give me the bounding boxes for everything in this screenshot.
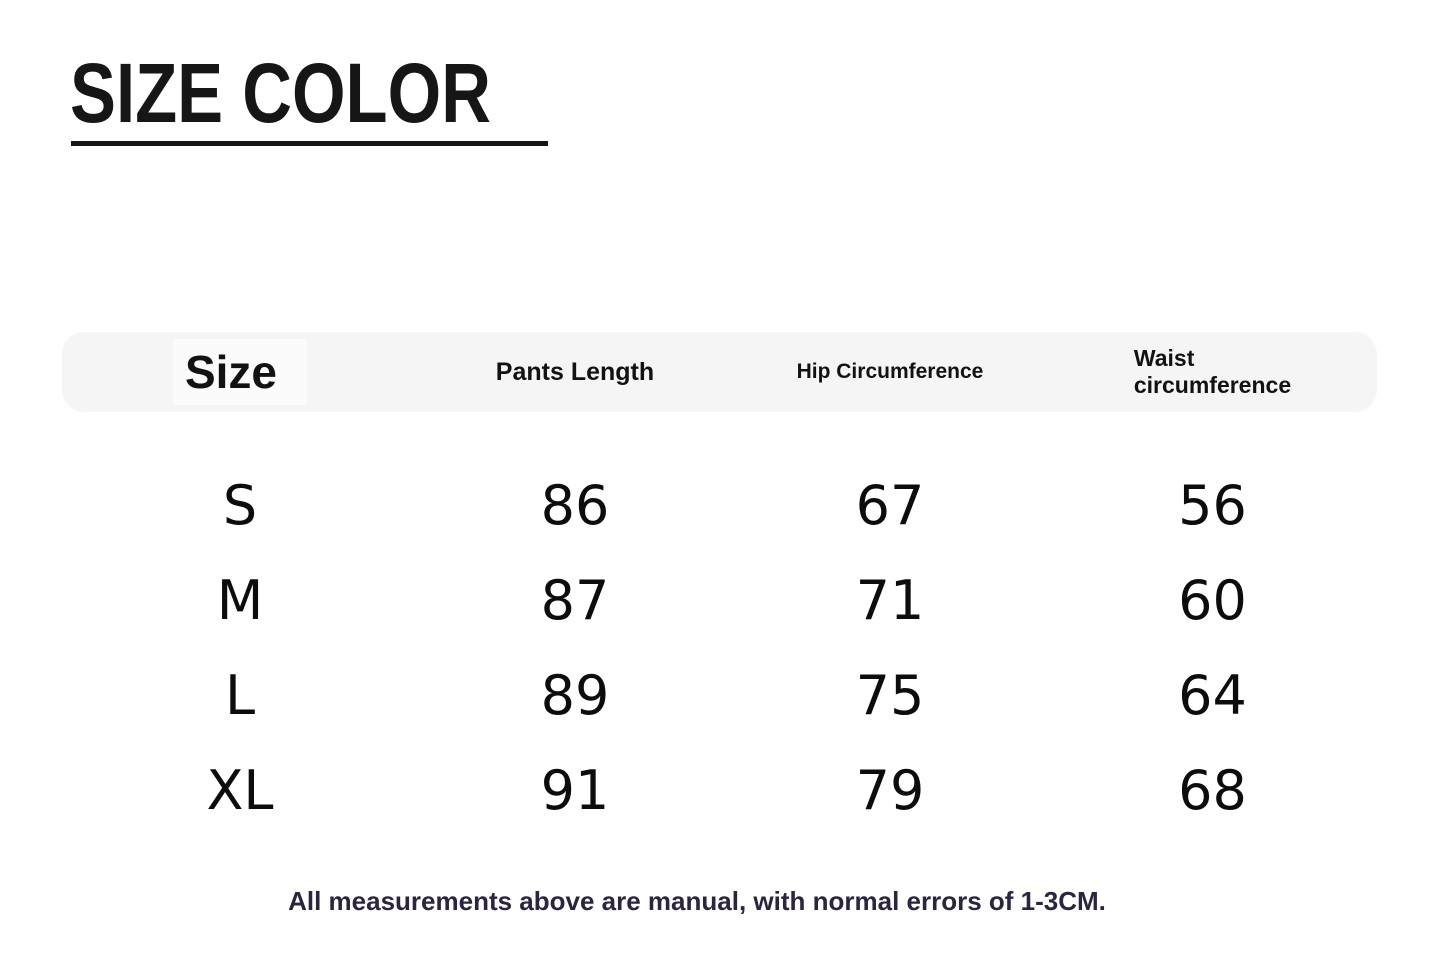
row-l-pants-length: 89: [540, 664, 610, 727]
size-header-label: Size: [173, 339, 307, 405]
row-xl-waist-circumference: 68: [1178, 759, 1247, 822]
header-cell-hip-circumference: [732, 360, 1048, 384]
row-s-waist-circumference: 56: [1178, 474, 1247, 537]
row-l-hip-circumference: 75: [855, 664, 925, 727]
row-m-size-label: M: [216, 569, 264, 632]
table-row-m: [62, 553, 1377, 648]
row-xl-pants-length: 91: [540, 759, 610, 822]
row-m-hip-circumference: 71: [855, 569, 925, 632]
row-l-waist-circumference: 64: [1178, 664, 1247, 727]
row-m-pants-length: 87: [540, 569, 610, 632]
table-row-l: [62, 648, 1377, 743]
waist-header-line2: circumference: [1133, 372, 1292, 398]
table-row-xl: [62, 743, 1377, 838]
title-underline: [71, 141, 548, 146]
row-s-pants-length: 86: [540, 474, 610, 537]
row-xl-hip-circumference: 79: [855, 759, 925, 822]
size-table: [62, 332, 1377, 838]
row-xl-size-label: XL: [206, 759, 274, 822]
table-header-row: [62, 332, 1377, 412]
table-body: [62, 458, 1377, 838]
waist-circumference-header-label: [1134, 345, 1291, 399]
pants-length-header-label: Pants Length: [495, 357, 655, 386]
waist-header-line1: Waist: [1133, 345, 1195, 371]
measurement-disclaimer: All measurements above are manual, with normal errors of 1-3CM.: [288, 886, 1106, 916]
table-row-s: [62, 458, 1377, 553]
hip-circumference-header-label: Hip Circumference: [796, 360, 984, 383]
row-s-size-label: S: [222, 474, 258, 537]
header-cell-pants-length: [418, 358, 732, 387]
header-cell-waist-circumference: [1048, 345, 1377, 399]
header-cell-size: [62, 339, 418, 405]
row-l-size-label: L: [224, 664, 256, 727]
row-s-hip-circumference: 67: [855, 474, 925, 537]
page-title: SIZE COLOR: [70, 46, 491, 140]
row-m-waist-circumference: 60: [1178, 569, 1247, 632]
